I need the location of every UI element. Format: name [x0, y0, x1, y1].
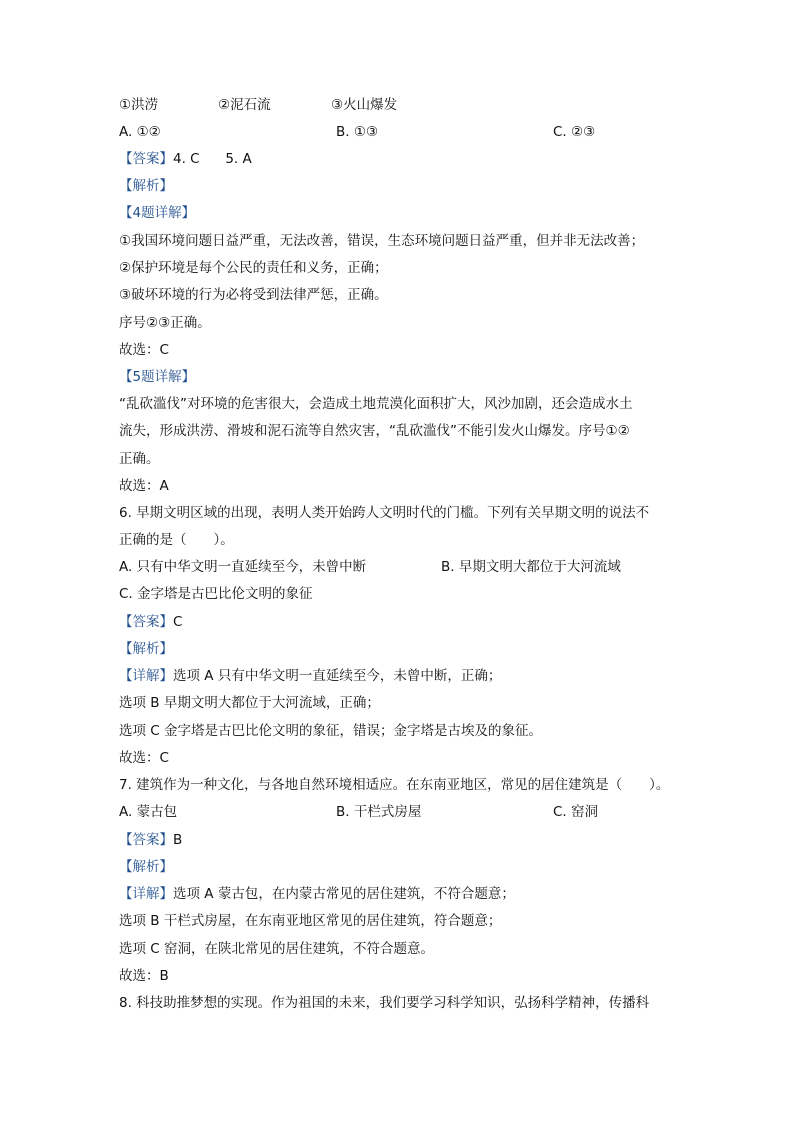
- detail4-line: ①我国环境问题日益严重，无法改善，错误，生态环境问题日益严重，但并非无法改善；: [119, 233, 645, 249]
- detail5-conclusion: 故选：A: [119, 478, 169, 494]
- detail4-label: 【4题详解】: [119, 205, 196, 221]
- item-mudslide: ②泥石流: [218, 97, 271, 113]
- detail5-line: 流失，形成洪涝、滑坡和泥石流等自然灾害，“乱砍滥伐”不能引发火山爆发。序号①②: [119, 423, 630, 439]
- answer-label: 【答案】: [119, 151, 173, 167]
- q7-option-b: B. 干栏式房屋: [336, 804, 422, 820]
- q7-analysis-label: 【解析】: [119, 859, 173, 875]
- q6-option-a: A. 只有中华文明一直延续至今，未曾中断: [119, 559, 367, 575]
- q7-option-c: C. 窑洞: [553, 804, 599, 820]
- detail4-line: ②保护环境是每个公民的责任和义务，正确；: [119, 260, 388, 276]
- q6-detail: [119, 666, 501, 686]
- detail-label: 【详解】: [119, 886, 173, 902]
- answer-text: C: [173, 614, 183, 630]
- detail4-line: ③破坏环境的行为必将受到法律严惩，正确。: [119, 287, 388, 303]
- q6-stem: 6. 早期文明区域的出现，表明人类开始跨人文明时代的门槛。下列有关早期文明的说法不: [119, 505, 650, 521]
- item-volcano: ③火山爆发: [331, 97, 398, 113]
- q7-stem: 7. 建筑作为一种文化，与各地自然环境相适应。在东南亚地区，常见的居住建筑是（ ）。: [119, 777, 670, 793]
- detail5-line: 正确。: [119, 451, 160, 467]
- q7-answer: [119, 830, 182, 850]
- q6-option-c: C. 金字塔是古巴比伦文明的象征: [119, 586, 313, 602]
- q7-option-a: A. 蒙古包: [119, 804, 178, 820]
- detail5-line: “乱砍滥伐”对环境的危害很大，会造成土地荒漠化面积扩大，风沙加剧，还会造成水土: [119, 396, 633, 412]
- q7-detail-line: 选项 B 干栏式房屋，在东南亚地区常见的居住建筑，符合题意；: [119, 913, 502, 929]
- q7-detail: [119, 884, 515, 904]
- answer-text: B: [173, 832, 183, 848]
- answer-4-5: [119, 149, 252, 169]
- detail4-conclusion: 故选：C: [119, 342, 169, 358]
- q3-option-b: B. ①③: [336, 124, 379, 140]
- detail-text: 选项 A 蒙古包，在内蒙古常见的居住建筑，不符合题意；: [173, 886, 515, 902]
- q6-detail-line: 选项 C 金字塔是古巴比伦文明的象征，错误；金字塔是古埃及的象征。: [119, 723, 543, 739]
- q3-option-a: A. ①②: [119, 124, 161, 140]
- q6-option-b: B. 早期文明大都位于大河流域: [441, 559, 621, 575]
- q6-stem-cont: 正确的是（ ）。: [119, 532, 234, 548]
- q8-stem: 8. 科技助推梦想的实现。作为祖国的未来，我们要学习科学知识，弘扬科学精神，传播科: [119, 995, 650, 1011]
- q7-detail-line: 选项 C 窑洞，在陕北常见的居住建筑，不符合题意。: [119, 941, 435, 957]
- detail5-label: 【5题详解】: [119, 369, 196, 385]
- q7-conclusion: 故选：B: [119, 968, 169, 984]
- detail-label: 【详解】: [119, 668, 173, 684]
- q6-detail-line: 选项 B 早期文明大都位于大河流域，正确；: [119, 695, 380, 711]
- q6-conclusion: 故选：C: [119, 750, 169, 766]
- answer-text: 4. C 5. A: [173, 151, 252, 167]
- detail-text: 选项 A 只有中华文明一直延续至今，未曾中断，正确；: [173, 668, 502, 684]
- q6-analysis-label: 【解析】: [119, 641, 173, 657]
- item-flood: ①洪涝: [119, 97, 159, 113]
- answer-label: 【答案】: [119, 614, 173, 630]
- detail4-line: 序号②③正确。: [119, 315, 211, 331]
- q3-option-c: C. ②③: [553, 124, 596, 140]
- analysis-label: 【解析】: [119, 178, 173, 194]
- answer-label: 【答案】: [119, 832, 173, 848]
- q6-answer: [119, 612, 182, 632]
